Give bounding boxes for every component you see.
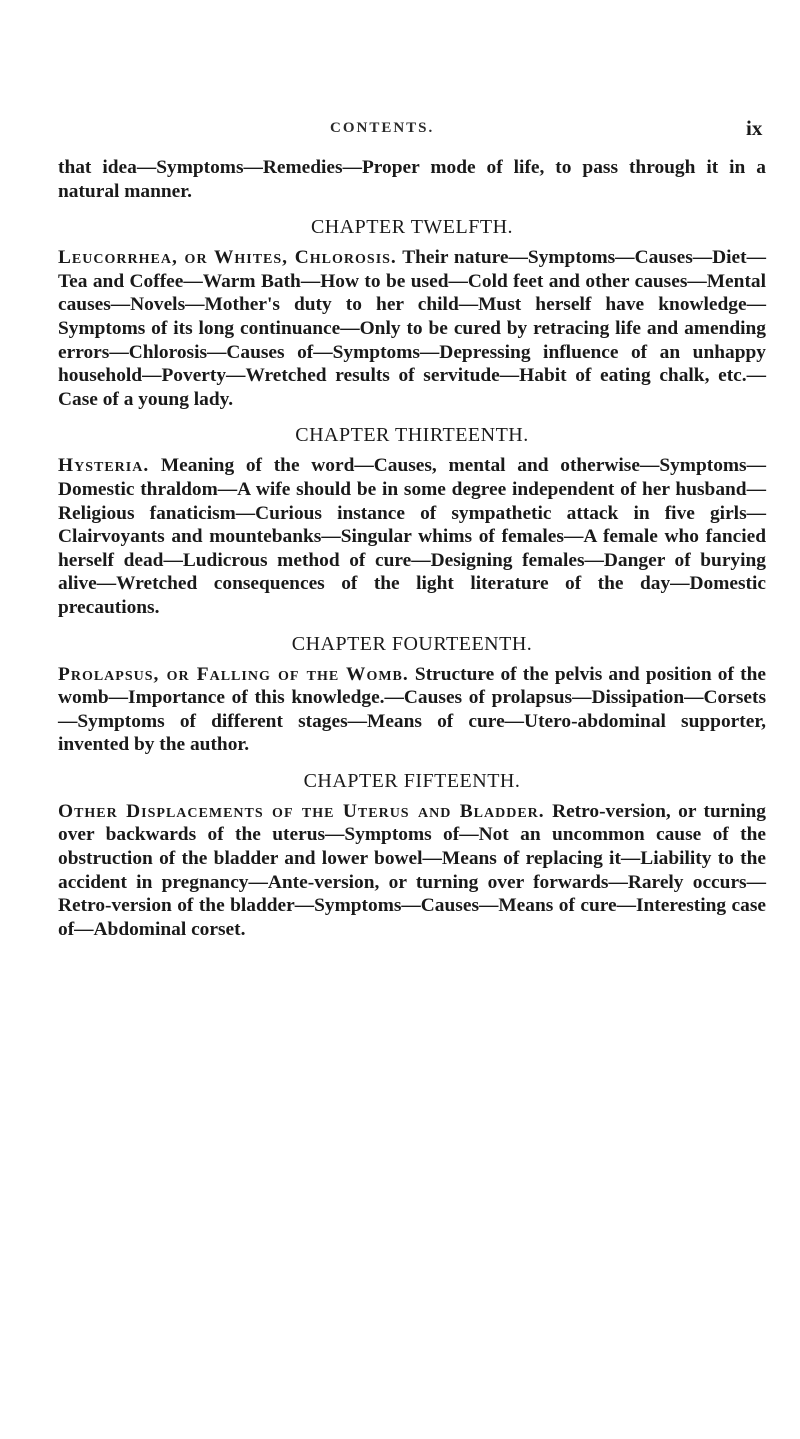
chapter-topic: Other Displacements of the Uterus and Bladder. (58, 800, 545, 822)
chapter-summary (58, 663, 766, 757)
chapter-summary (58, 246, 766, 411)
chapter-topic: Leucorrhea, or Whites, Chlorosis. (58, 247, 397, 269)
contents-body (58, 156, 766, 953)
chapter-heading: CHAPTER FOURTEENTH. (291, 632, 533, 655)
chapter-topic: Prolapsus, or Falling of the Womb. (58, 663, 409, 685)
chapter-fourteenth (58, 632, 766, 757)
chapter-heading: CHAPTER THIRTEENTH. (295, 424, 529, 447)
page-number: ix (746, 116, 763, 140)
running-title: CONTENTS. (330, 120, 435, 136)
chapter-twelfth (58, 215, 766, 411)
running-head (0, 116, 800, 144)
intro-paragraph: that idea—Symptoms—Remedies—Proper mode of life, to pass through it in a natural manner. (58, 157, 766, 202)
chapter-text: Structure of the pelvis and position of the womb—Importance of this knowledge.—Causes of prolapsus—Dissipation—Corsets—Symptoms of different stages—Means of cure—Utero-abdominal supporter, invented by the author. (58, 663, 766, 756)
chapter-text: Meaning of the word—Causes, mental and otherwise—Symptoms—Domestic thraldom—A wife should be in some degree independent of her husband—Religious fanaticism—Curious instance of sympathetic attack in five girls—Clairvoyants and mountebanks—Singular whims of females—A female who fancied herself dead—Ludicrous method of cure—Designing females—Danger of burying alive—Wretched consequences of the light literature of the day—Domestic precautions. (58, 455, 766, 618)
chapter-text: Their nature—Symptoms—Causes—Diet—Tea and Coffee—Warm Bath—How to be used—Cold feet and other causes—Mental causes—Novels—Mother's duty to her child—Must herself have knowledge—Symptoms of its long continuance—Only to be cured by retracing life and amending errors—Chlorosis—Causes of—Symptoms—Depressing influence of an unhappy household—Poverty—Wretched results of servitude—Habit of eating chalk, etc.—Case of a young lady. (58, 247, 766, 410)
chapter-topic: Hysteria. (58, 455, 150, 477)
chapter-summary (58, 800, 766, 942)
chapter-thirteenth (58, 423, 766, 619)
chapter-summary (58, 454, 766, 619)
chapter-fifteenth (58, 769, 766, 942)
chapter-heading: CHAPTER FIFTEENTH. (303, 769, 521, 792)
chapter-text: Retro-version, or turning over backwards of the uterus—Symptoms of—Not an uncommon cause of the obstruction of the bladder and lower bowel—Means of replacing it—Liability to the accident in pregnancy—Ante-version, or turning over forwards—Rarely occurs—Retro-version of the bladder—Symptoms—Causes—Means of cure—Interesting case of—Abdominal corset. (58, 800, 766, 940)
chapter-heading: CHAPTER TWELFTH. (310, 216, 514, 239)
